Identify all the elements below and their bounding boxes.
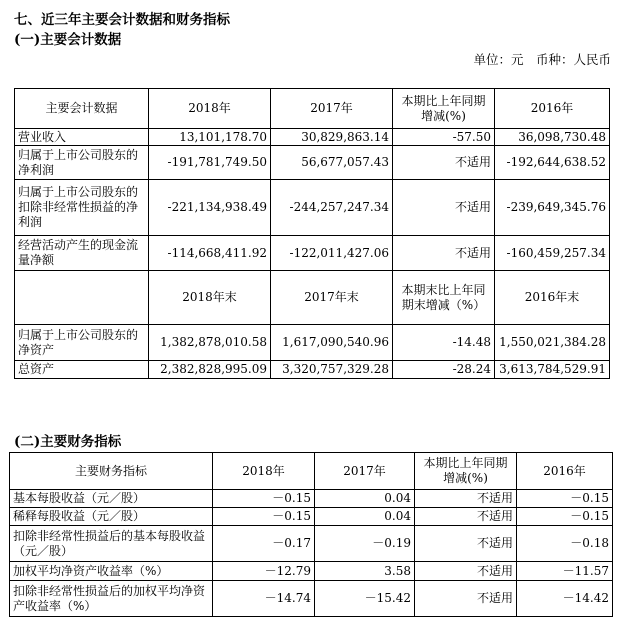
table-row bbox=[10, 526, 613, 562]
section-title: 七、近三年主要会计数据和财务指标 bbox=[14, 12, 230, 28]
value-cell: 13,101,178.70 bbox=[149, 129, 271, 146]
table-row bbox=[10, 508, 613, 526]
table-subheader-row bbox=[15, 271, 610, 325]
value-cell: -57.50 bbox=[393, 129, 495, 146]
table-row bbox=[10, 562, 613, 581]
value-cell: 不适用 bbox=[415, 526, 517, 562]
header-cell: 本期比上年同期增减(%) bbox=[393, 89, 495, 129]
value-cell: 36,098,730.48 bbox=[495, 129, 610, 146]
value-cell: －0.15 bbox=[213, 508, 315, 526]
header-cell bbox=[15, 271, 149, 325]
table-header-row bbox=[10, 453, 613, 490]
row-label: 加权平均净资产收益率（%） bbox=[10, 562, 213, 581]
row-label: 归属于上市公司股东的净利润 bbox=[15, 146, 149, 180]
value-cell: 不适用 bbox=[393, 180, 495, 236]
header-cell: 2017年 bbox=[271, 89, 393, 129]
financial-indicators-table bbox=[9, 452, 613, 617]
value-cell: 不适用 bbox=[393, 236, 495, 271]
table-row bbox=[15, 236, 610, 271]
header-cell: 2016年末 bbox=[495, 271, 610, 325]
row-label: 总资产 bbox=[15, 361, 149, 379]
table-row bbox=[15, 361, 610, 379]
header-cell: 主要会计数据 bbox=[15, 89, 149, 129]
header-cell: 主要财务指标 bbox=[10, 453, 213, 490]
value-cell: 3,320,757,329.28 bbox=[271, 361, 393, 379]
header-cell: 2018年末 bbox=[149, 271, 271, 325]
accounting-data-table bbox=[14, 88, 610, 379]
table-row bbox=[15, 129, 610, 146]
value-cell: －0.18 bbox=[517, 526, 613, 562]
header-cell: 2017年 bbox=[315, 453, 415, 490]
header-cell: 2016年 bbox=[495, 89, 610, 129]
value-cell: －14.42 bbox=[517, 581, 613, 617]
row-label: 基本每股收益（元／股） bbox=[10, 490, 213, 508]
value-cell: 1,550,021,384.28 bbox=[495, 325, 610, 361]
value-cell: -239,649,345.76 bbox=[495, 180, 610, 236]
value-cell: －15.42 bbox=[315, 581, 415, 617]
row-label: 归属于上市公司股东的净资产 bbox=[15, 325, 149, 361]
value-cell: 1,617,090,540.96 bbox=[271, 325, 393, 361]
value-cell: -28.24 bbox=[393, 361, 495, 379]
table-row bbox=[10, 581, 613, 617]
table-row bbox=[10, 490, 613, 508]
value-cell: -192,644,638.52 bbox=[495, 146, 610, 180]
value-cell: 0.04 bbox=[315, 490, 415, 508]
value-cell: -221,134,938.49 bbox=[149, 180, 271, 236]
value-cell: 0.04 bbox=[315, 508, 415, 526]
value-cell: -122,011,427.06 bbox=[271, 236, 393, 271]
value-cell: 3.58 bbox=[315, 562, 415, 581]
value-cell: -14.48 bbox=[393, 325, 495, 361]
value-cell: 不适用 bbox=[415, 490, 517, 508]
value-cell: -114,668,411.92 bbox=[149, 236, 271, 271]
table-row bbox=[15, 146, 610, 180]
row-label: 经营活动产生的现金流量净额 bbox=[15, 236, 149, 271]
table-row bbox=[15, 180, 610, 236]
header-cell: 本期末比上年同期末增减（%） bbox=[393, 271, 495, 325]
header-cell: 2018年 bbox=[213, 453, 315, 490]
value-cell: －12.79 bbox=[213, 562, 315, 581]
value-cell: 2,382,828,995.09 bbox=[149, 361, 271, 379]
value-cell: 不适用 bbox=[415, 562, 517, 581]
value-cell: 56,677,057.43 bbox=[271, 146, 393, 180]
value-cell: －0.15 bbox=[517, 508, 613, 526]
row-label: 扣除非经常性损益后的加权平均净资产收益率（%） bbox=[10, 581, 213, 617]
sub-title-accounting-data: (一)主要会计数据 bbox=[14, 32, 122, 48]
header-cell: 2016年 bbox=[517, 453, 613, 490]
value-cell: 不适用 bbox=[415, 508, 517, 526]
row-label: 营业收入 bbox=[15, 129, 149, 146]
value-cell: 不适用 bbox=[415, 581, 517, 617]
header-cell: 2018年 bbox=[149, 89, 271, 129]
value-cell: －11.57 bbox=[517, 562, 613, 581]
value-cell: -244,257,247.34 bbox=[271, 180, 393, 236]
header-cell: 本期比上年同期增减(%) bbox=[415, 453, 517, 490]
header-cell: 2017年末 bbox=[271, 271, 393, 325]
row-label: 稀释每股收益（元／股） bbox=[10, 508, 213, 526]
value-cell: －0.15 bbox=[517, 490, 613, 508]
value-cell: －0.15 bbox=[213, 490, 315, 508]
value-cell: -160,459,257.34 bbox=[495, 236, 610, 271]
value-cell: 不适用 bbox=[393, 146, 495, 180]
unit-currency-line: 单位：元 币种：人民币 bbox=[473, 52, 611, 67]
value-cell: -191,781,749.50 bbox=[149, 146, 271, 180]
value-cell: －0.19 bbox=[315, 526, 415, 562]
value-cell: 3,613,784,529.91 bbox=[495, 361, 610, 379]
value-cell: －14.74 bbox=[213, 581, 315, 617]
table-header-row bbox=[15, 89, 610, 129]
value-cell: 1,382,878,010.58 bbox=[149, 325, 271, 361]
value-cell: －0.17 bbox=[213, 526, 315, 562]
row-label: 扣除非经常性损益后的基本每股收益（元／股） bbox=[10, 526, 213, 562]
value-cell: 30,829,863.14 bbox=[271, 129, 393, 146]
table-row bbox=[15, 325, 610, 361]
sub-title-financial-indicators: (二)主要财务指标 bbox=[14, 434, 122, 450]
row-label: 归属于上市公司股东的扣除非经常性损益的净利润 bbox=[15, 180, 149, 236]
